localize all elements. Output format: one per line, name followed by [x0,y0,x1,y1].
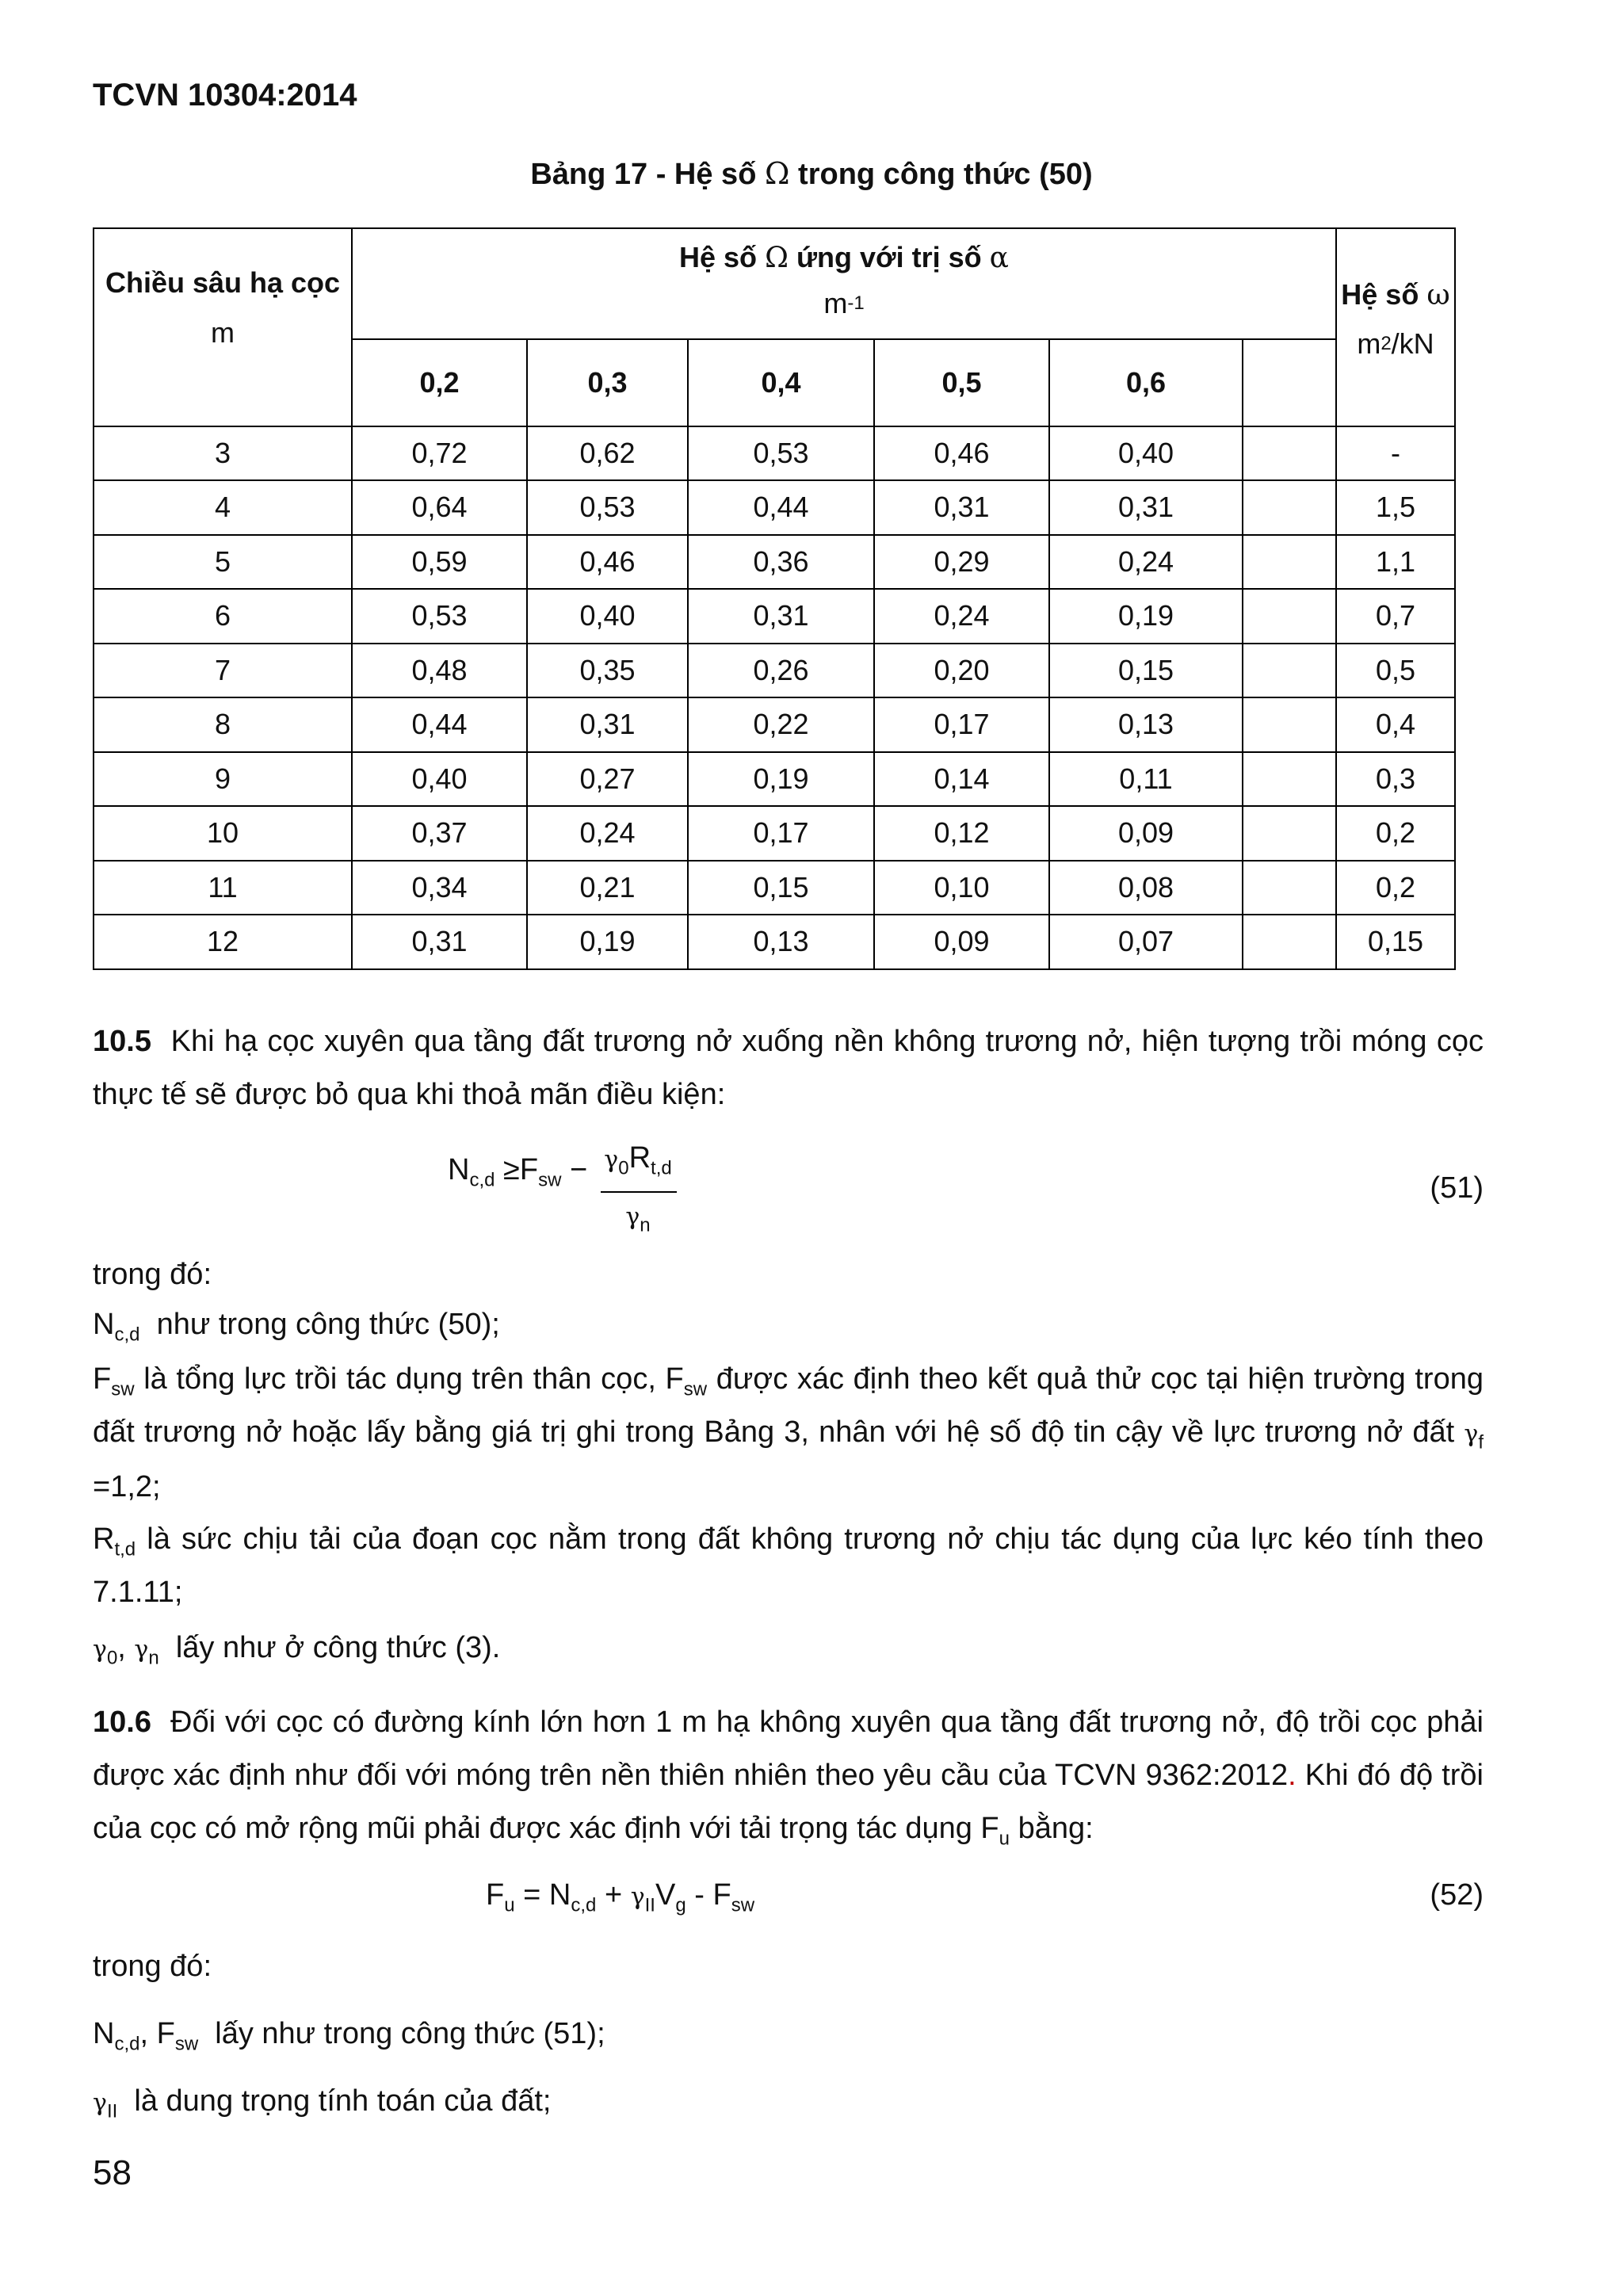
omega-value-cell: 0,22 [753,708,809,740]
w-coefficient-cell: 1,1 [1375,545,1416,578]
where-label-1: trong đó: [93,1258,212,1291]
w-coefficient-unit: m 2 /kN [1357,327,1434,360]
omega-value-cell: 0,13 [753,925,809,957]
omega-value-cell: 0,13 [1117,708,1174,740]
omega-value-cell: 0,15 [753,871,809,904]
definition-gamma-ii: $\gamma_{II}$ là dung trọng tính toán của đất; [93,2084,552,2122]
omega-value-cell: 0,24 [1117,545,1174,578]
equation-51: $N_{c,d} \ge F_{sw}$ − [448,1153,588,1191]
table-caption: Bảng 17 - Hệ số Ω trong công thức (50) [530,156,1093,191]
omega-value-cell: 0,53 [411,599,468,632]
omega-value-cell: 0,59 [411,545,468,578]
omega-value-cell: 0,31 [1117,491,1174,523]
omega-value-cell: 0,40 [579,599,636,632]
omega-value-cell: 0,46 [934,437,990,469]
depth-cell: 8 [214,708,231,740]
omega-value-cell: 0,14 [934,762,990,795]
equation-51-numerator: $\gamma_0R_{t,d}$ [604,1141,672,1179]
depth-cell: 6 [214,599,231,632]
w-coefficient-cell: 0,15 [1367,925,1424,957]
w-coefficient-cell: 0,5 [1375,654,1416,686]
omega-group-header: Hệ số Ω ứng với trị số α [679,241,1009,274]
omega-value-cell: 0,31 [934,491,990,523]
omega-value-cell: 0,64 [411,491,468,523]
omega-value-cell: 0,09 [934,925,990,957]
definition-rtd: $R_{t,d}$ là sức chịu tải của đoạn cọc nằm trong đất không trương nở chịu tác dụng của lực kéo tính theo 7.1.11; [93,1522,1484,1609]
alpha-header-2: 0,3 [587,366,628,399]
omega-coefficient-table [93,227,1456,970]
omega-value-cell: 0,24 [934,599,990,632]
omega-value-cell: 0,35 [579,654,636,686]
omega-value-cell: 0,48 [411,654,468,686]
equation-51-denominator: $\gamma_n$ [625,1203,651,1236]
section-number: 10.6 [93,1706,151,1739]
depth-cell: 12 [206,925,239,957]
omega-value-cell: 0,26 [753,654,809,686]
w-coefficient-cell: 0,2 [1375,871,1416,904]
omega-value-cell: 0,15 [1117,654,1174,686]
omega-value-cell: 0,17 [934,708,990,740]
omega-value-cell: 0,21 [579,871,636,904]
omega-value-cell: 0,40 [1117,437,1174,469]
omega-value-cell: 0,36 [753,545,809,578]
omega-value-cell: 0,12 [934,816,990,849]
omega-value-cell: 0,09 [1117,816,1174,849]
omega-value-cell: 0,46 [579,545,636,578]
depth-column-unit: m [211,316,235,349]
fraction-bar [601,1191,677,1193]
omega-value-cell: 0,37 [411,816,468,849]
omega-value-cell: 0,40 [411,762,468,795]
section-10-6-paragraph: 10.6 Đối với cọc có đường kính lớn hơn 1 m hạ không xuyên qua tầng đất trương nở, độ trồi cọc phải được xác định như đối với móng trên nền thiên nhiên theo yêu cầu của TCVN 9362:2012. Khi đó độ trồi của cọc có mở rộng mũi phải được xác định với tải trọng tác dụng $F_u$ bằng: [93,1706,1484,1850]
omega-value-cell: 0,07 [1117,925,1174,957]
page-number: 58 [93,2153,132,2192]
section-number: 10.5 [93,1025,151,1058]
omega-value-cell: 0,19 [1117,599,1174,632]
omega-group-unit: m -1 [823,287,865,319]
depth-cell: 11 [208,871,238,904]
definition-ncd-fsw: $N_{c,d}$, $F_{sw}$ lấy như trong công thức (51); [93,2017,605,2055]
depth-cell: 10 [206,816,239,849]
depth-cell: 5 [214,545,231,578]
where-label-2: trong đó: [93,1950,212,1983]
alpha-header-4: 0,5 [941,366,982,399]
w-coefficient-cell: - [1391,437,1400,469]
w-coefficient-cell: 0,4 [1375,708,1416,740]
w-coefficient-cell: 0,2 [1375,816,1416,849]
depth-cell: 7 [214,654,231,686]
omega-value-cell: 0,34 [411,871,468,904]
omega-value-cell: 0,19 [753,762,809,795]
depth-cell: 9 [214,762,231,795]
omega-value-cell: 0,27 [579,762,636,795]
definition-gamma: $\gamma_0$, $\gamma_n$ lấy như ở công thức (3). [93,1631,501,1669]
omega-value-cell: 0,53 [579,491,636,523]
w-coefficient-cell: 0,7 [1375,599,1416,632]
omega-value-cell: 0,44 [411,708,468,740]
alpha-header-5: 0,6 [1125,366,1167,399]
omega-value-cell: 0,31 [579,708,636,740]
omega-value-cell: 0,08 [1117,871,1174,904]
omega-value-cell: 0,29 [934,545,990,578]
omega-value-cell: 0,72 [411,437,468,469]
alpha-header-3: 0,4 [761,366,801,399]
w-coefficient-cell: 0,3 [1375,762,1416,795]
depth-cell: 4 [214,491,231,523]
omega-value-cell: 0,10 [934,871,990,904]
omega-value-cell: 0,62 [579,437,636,469]
omega-value-cell: 0,11 [1119,762,1173,795]
omega-value-cell: 0,44 [753,491,809,523]
omega-value-cell: 0,24 [579,816,636,849]
equation-52-number: (52) [1430,1878,1484,1912]
equation-51-number: (51) [1430,1171,1484,1205]
omega-value-cell: 0,31 [753,599,809,632]
equation-52: $F_u = N_{c,d} + \gamma_{II}V_g - F_{sw}$ [486,1878,755,1916]
depth-cell: 3 [214,437,231,469]
depth-column-header: Chiều sâu hạ cọc [105,266,341,299]
section-10-5-paragraph: 10.5 Khi hạ cọc xuyên qua tầng đất trương nở xuống nền không trương nở, hiện tượng trồi móng cọc thực tế sẽ được bỏ qua khi thoả mãn điều kiện: [93,1025,1484,1111]
definition-fsw: $F_{sw}$ là tổng lực trồi tác dụng trên thân cọc, $F_{sw}$ được xác định theo kết quả thử cọc tại hiện trường trong đất trương nở hoặc lấy bằng giá trị ghi trong Bảng 3, nhân với hệ số độ tin cậy về lực trương nở đất $\gamma_f =1,2$; [93,1362,1484,1503]
alpha-header-1: 0,2 [419,366,460,399]
omega-value-cell: 0,53 [753,437,809,469]
document-header-code: TCVN 10304:2014 [93,78,357,113]
w-coefficient-cell: 1,5 [1375,491,1416,523]
definition-ncd: $N_{c,d}$ như trong công thức (50); [93,1308,500,1346]
w-coefficient-header: Hệ số ω [1341,278,1450,311]
omega-value-cell: 0,31 [411,925,468,957]
omega-value-cell: 0,19 [579,925,636,957]
omega-value-cell: 0,17 [753,816,809,849]
omega-value-cell: 0,20 [934,654,990,686]
